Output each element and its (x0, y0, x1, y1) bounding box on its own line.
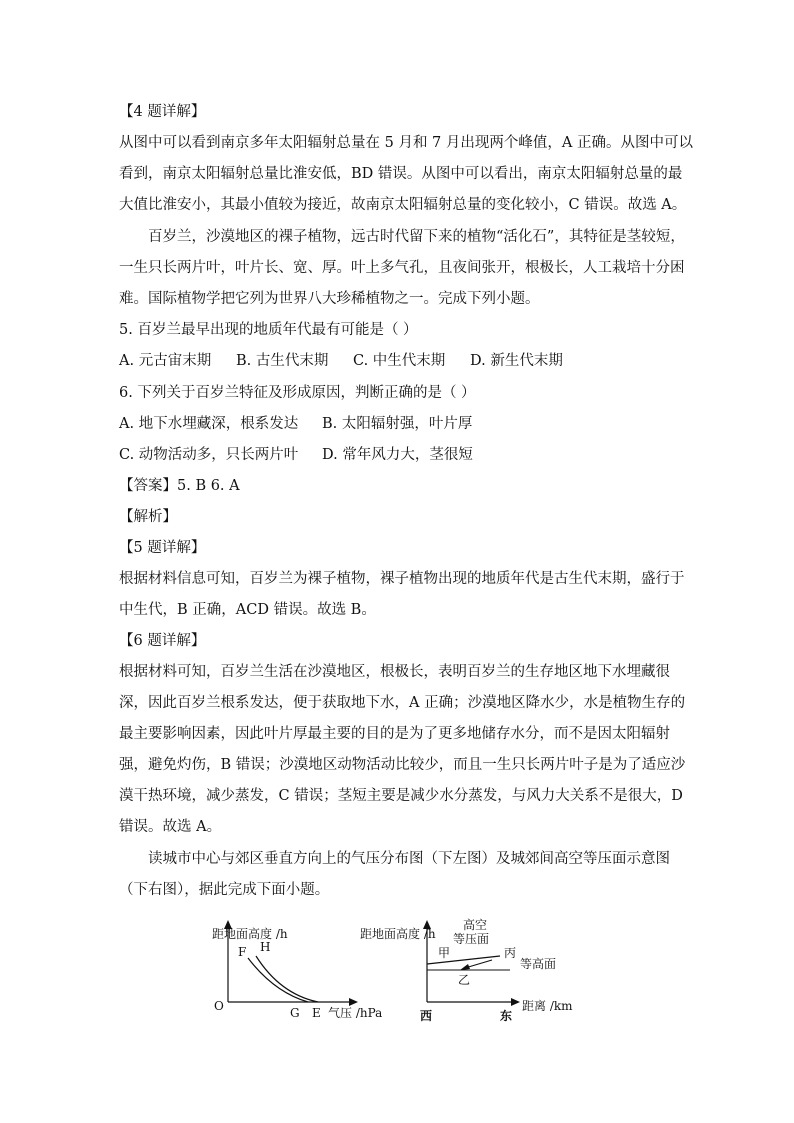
right-figure (360, 917, 573, 1023)
q5-option-c: C. 中生代末期 (353, 353, 446, 369)
q4-header: 【4 题详解】 (119, 104, 206, 120)
label-jia: 甲 (438, 946, 451, 960)
intro-line-2: （下右图），据此完成下面小题。 (119, 882, 330, 898)
label-g: G (290, 1006, 300, 1020)
q6-option-d: D. 常年风力大，茎很短 (322, 447, 473, 463)
left-ylabel: 距地面高度 /h (212, 927, 288, 941)
material-line-1: 百岁兰，沙漠地区的裸子植物，远古时代留下来的植物“活化石”，其特征是茎较短， (148, 229, 685, 245)
left-origin: O (214, 999, 224, 1013)
q5-detail-header: 【5 题详解】 (119, 540, 206, 556)
q6-stem: 6. 下列关于百岁兰特征及形成原因，判断正确的是（ ） (119, 385, 476, 401)
q5-options (119, 351, 563, 371)
q6-detail-line-1: 根据材料可知，百岁兰生活在沙漠地区，根极长，表明百岁兰的生存地区地下水埋藏很 (119, 664, 670, 680)
q6-detail-line-2: 深，因此百岁兰根系发达，便于获取地下水，A 正确；沙漠地区降水少，水是植物生存的 (119, 695, 686, 711)
label-west: 西 (420, 1009, 433, 1023)
q4-line-1: 从图中可以看到南京多年太阳辐射总量在 5 月和 7 月出现两个峰值，A 正确。从图中可以 (119, 135, 693, 151)
left-figure (212, 920, 382, 1020)
right-xlabel: 距离 /km (522, 999, 573, 1013)
intro-line-1: 读城市中心与郊区垂直方向上的气压分布图（下左图）及城郊间高空等压面示意图 (148, 851, 670, 867)
label-east: 东 (500, 1009, 513, 1023)
q5-detail-line-1: 根据材料信息可知，百岁兰为裸子植物，裸子植物出现的地质年代是古生代末期，盛行于 (119, 571, 685, 587)
answer-line: 【答案】5. B 6. A (119, 478, 240, 494)
right-ylabel: 距地面高度 /h (360, 927, 436, 941)
curve-he (256, 956, 318, 1002)
label-yi: 乙 (458, 973, 471, 987)
q6-option-c: C. 动物活动多，只长两片叶 (119, 447, 299, 463)
q5-stem: 5. 百岁兰最早出现的地质年代最有可能是（ ） (119, 322, 418, 338)
q6-detail-line-6: 错误。故选 A。 (119, 819, 222, 835)
q6-options-row-2 (119, 445, 473, 465)
q4-line-2: 看到，南京太阳辐射总量比淮安低，BD 错误。从图中可以看出，南京太阳辐射总量的最 (119, 166, 683, 182)
label-e: E (312, 1006, 321, 1020)
left-x-arrow (349, 998, 358, 1006)
right-x-arrow (511, 998, 520, 1006)
label-f: F (238, 945, 247, 959)
material-line-3: 难。国际植物学把它列为世界八大珍稀植物之一。完成下列小题。 (119, 291, 540, 307)
q5-option-a: A. 元古宙末期 (119, 353, 212, 369)
q6-detail-line-5: 漠干热环境，减少蒸发，C 错误；茎短主要是减少水分蒸发，与风力大关系不是很大，D (119, 788, 683, 804)
q6-detail-line-3: 最主要影响因素，因此叶片厚最主要的目的是为了更多地储存水分，而不是因太阳辐射 (119, 726, 670, 742)
pressure-figures (200, 912, 600, 1027)
label-isobaric: 等压面 (453, 932, 490, 946)
q6-option-a: A. 地下水埋藏深，根系发达 (119, 416, 299, 432)
q5-detail-line-2: 中生代，B 正确，ACD 错误。故选 B。 (119, 602, 376, 618)
label-upper-air: 高空 (463, 918, 488, 932)
q5-option-b: B. 古生代末期 (236, 353, 329, 369)
q5-option-d: D. 新生代末期 (470, 353, 563, 369)
q6-options-row-1 (119, 414, 472, 434)
flow-arrow-head (460, 964, 470, 970)
label-h: H (260, 940, 271, 954)
q6-option-b: B. 太阳辐射强，叶片厚 (322, 416, 473, 432)
analysis-header: 【解析】 (119, 509, 177, 525)
q6-detail-line-4: 强，避免灼伤，B 错误；沙漠地区动物活动比较少，而且一生只长两片叶子是为了适应沙 (119, 757, 686, 773)
left-xlabel: 气压 /hPa (328, 1006, 383, 1020)
q6-detail-header: 【6 题详解】 (119, 633, 206, 649)
q4-line-3: 大值比淮安小，其最小值较为接近，故南京太阳辐射总量的变化较小，C 错误。故选 A。 (119, 197, 687, 213)
label-level-surface: 等高面 (520, 957, 557, 971)
label-bing: 丙 (504, 946, 517, 960)
material-line-2: 一生只长两片叶，叶片长、宽、厚。叶上多气孔，且夜间张开，根极长，人工栽培十分困 (119, 260, 685, 276)
